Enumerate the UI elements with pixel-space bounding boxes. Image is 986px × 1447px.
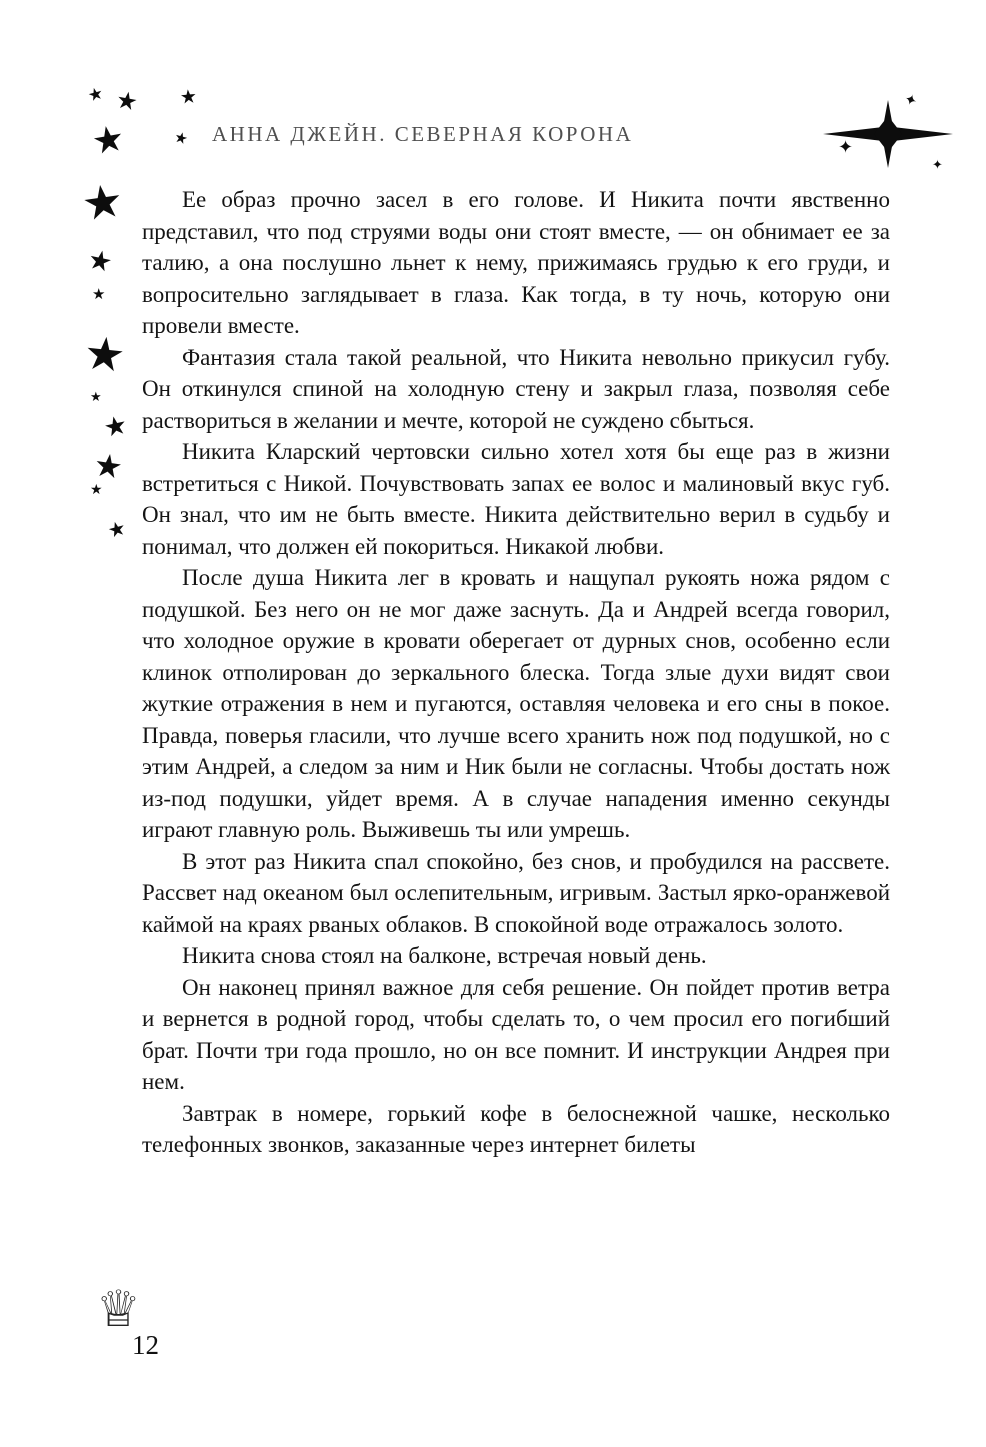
star-icon: ★ xyxy=(91,446,126,486)
sparkle-icon: ✦ xyxy=(932,157,943,172)
star-icon: ★ xyxy=(172,129,190,149)
sparkle-icon: ✦ xyxy=(901,91,920,111)
paragraph: Он наконец принял важное для себя решение. Он пойдет против ветра и вернется в родной город, чтобы сделать то, о чем просил его погибший брат. Почти три года прошло, но он все помнит. И инструкции Андрея при нем. xyxy=(142,974,890,1094)
paragraph: Никита снова стоял на балконе, встречая новый день. xyxy=(182,943,707,968)
star-icon: ★ xyxy=(85,83,106,106)
star-icon: ★ xyxy=(179,86,198,109)
sparkle-icon: ✦ xyxy=(838,137,854,157)
star-icon: ★ xyxy=(90,483,103,498)
body-text xyxy=(142,184,890,1161)
paragraph: Фантазия стала такой реальной, что Никита невольно прикусил губу. Он откинулся спиной на холодную стену и закрыл глаза, позволяя себе раствориться в желании и мечте, которой не суждено сбыться. xyxy=(142,344,890,433)
big-sparkle-icon xyxy=(822,100,954,173)
star-icon: ★ xyxy=(105,517,129,543)
paragraph: Завтрак в номере, горький кофе в белоснежной чашке, несколько телефонных звонков, заказанные через интернет билеты xyxy=(142,1100,890,1157)
star-icon: ★ xyxy=(78,174,127,231)
paragraph: После душа Никита лег в кровать и нащупал рукоять ножа рядом с подушкой. Без него он не мог даже заснуть. Да и Андрей всегда говорил, что холодное оружие в кровати оберегает от дурных снов, особенно если клинок отполирован до зеркального блеска. Тогда злые духи видят свои жуткие отражения в нем и пугаются, оставляя человека и его сны в покое. Правда, поверья гласили, что лучше всего хранить нож под подушкой, но с этим Андрей, а следом за ним и Ник были не согласны. Чтобы достать нож из-под подушки, уйдет время. А в случае нападения именно секунды играют главную роль. Выживешь ты или умрешь. xyxy=(142,565,890,842)
star-icon: ★ xyxy=(101,409,130,444)
crown-icon: ♕ xyxy=(96,1281,141,1337)
star-icon: ★ xyxy=(85,243,116,279)
star-icon: ★ xyxy=(88,117,128,163)
star-icon: ★ xyxy=(81,326,128,383)
paragraph: Ее образ прочно засел в его голове. И Никита почти явственно представил, что под струями воды они стоят вместе, — он обнимает ее за талию, а она послушно льнет к нему, прижимаясь грудью к его груди, и вопросительно заглядывает в глаза. Как тогда, в ту ночь, которую они провели вместе. xyxy=(142,187,890,338)
page-number: 12 xyxy=(132,1330,159,1360)
running-header: АННА ДЖЕЙН. СЕВЕРНАЯ КОРОНА xyxy=(212,122,634,146)
paragraph: Никита Кларский чертовски сильно хотел хотя бы еще раз в жизни встретиться с Никой. Почувствовать запах ее волос и малиновый вкус губ. Он знал, что им не быть вместе. Никита действительно верил в судьбу и понимал, что должен ей покориться. Никакой любви. xyxy=(142,439,890,559)
paragraph: В этот раз Никита спал спокойно, без снов, и пробудился на рассвете. Рассвет над океаном был ослепительным, игривым. Застыл ярко-оранжевой каймой на краях рваных облаков. В спокойной воде отражалось золото. xyxy=(142,848,890,937)
star-icon: ★ xyxy=(90,389,102,404)
star-icon: ★ xyxy=(92,287,106,303)
star-icon: ★ xyxy=(113,87,140,117)
